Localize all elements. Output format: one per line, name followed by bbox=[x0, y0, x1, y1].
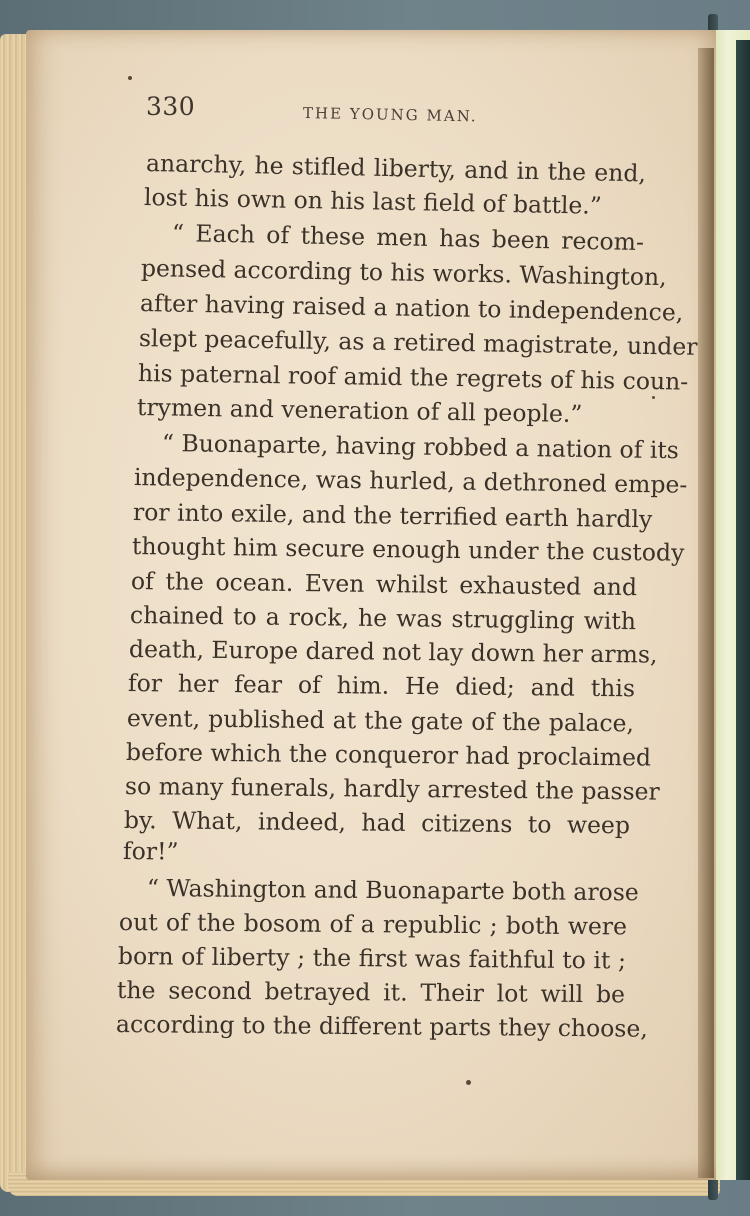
text-line: before which the conqueror had proclaimed bbox=[125, 738, 652, 772]
text-line: for!” bbox=[122, 837, 179, 866]
text-line: pensed according to his works. Washington, bbox=[140, 254, 667, 292]
text-line: thought him secure enough under the custody bbox=[131, 532, 685, 567]
text-line: after having raised a nation to independence, bbox=[139, 289, 684, 327]
text-line: “ Each of these men has been recom- bbox=[171, 219, 645, 257]
text-line: trymen and veneration of all people.” bbox=[136, 393, 583, 428]
text-line: so many funerals, hardly arrested the passer bbox=[124, 772, 660, 806]
text-line: anarchy, he stifled liberty, and in the end, bbox=[145, 149, 647, 188]
paper-speck bbox=[466, 1080, 471, 1085]
text-line: “ Buonaparte, having robbed a nation of its bbox=[161, 429, 680, 465]
text-line: “ Washington and Buonaparte both arose bbox=[146, 874, 639, 907]
text-line: lost his own on his last field of battle.” bbox=[143, 183, 603, 220]
text-line: death, Europe dared not lay down her arms, bbox=[128, 635, 658, 669]
text-line: independence, was hurled, a dethroned empe- bbox=[133, 463, 688, 499]
paper-speck bbox=[128, 76, 132, 80]
text-line: born of liberty ; the first was faithful to it ; bbox=[117, 942, 627, 975]
text-line: of the ocean. Even whilst exhausted and bbox=[130, 567, 638, 602]
text-line: for her fear of him. He died; and this bbox=[127, 669, 636, 703]
text-line: by. What, indeed, had citizens to weep bbox=[123, 806, 631, 840]
text-line: ror into exile, and the terrified earth hardly bbox=[132, 498, 653, 534]
running-title: THE YOUNG MAN. bbox=[302, 104, 478, 126]
text-line: his paternal roof amid the regrets of his coun- bbox=[137, 359, 689, 396]
text-line: the second betrayed it. Their lot will be bbox=[116, 976, 626, 1009]
page-number: 330 bbox=[146, 92, 196, 121]
text-line: slept peacefully, as a retired magistrate, under bbox=[138, 324, 698, 361]
text-line: out of the bosom of a republic ; both were bbox=[118, 908, 628, 941]
paper-speck bbox=[652, 396, 655, 399]
text-line: chained to a rock, he was struggling with bbox=[129, 601, 637, 636]
text-line: according to the different parts they choose, bbox=[115, 1010, 648, 1043]
text-line: event, published at the gate of the palace, bbox=[126, 704, 635, 738]
